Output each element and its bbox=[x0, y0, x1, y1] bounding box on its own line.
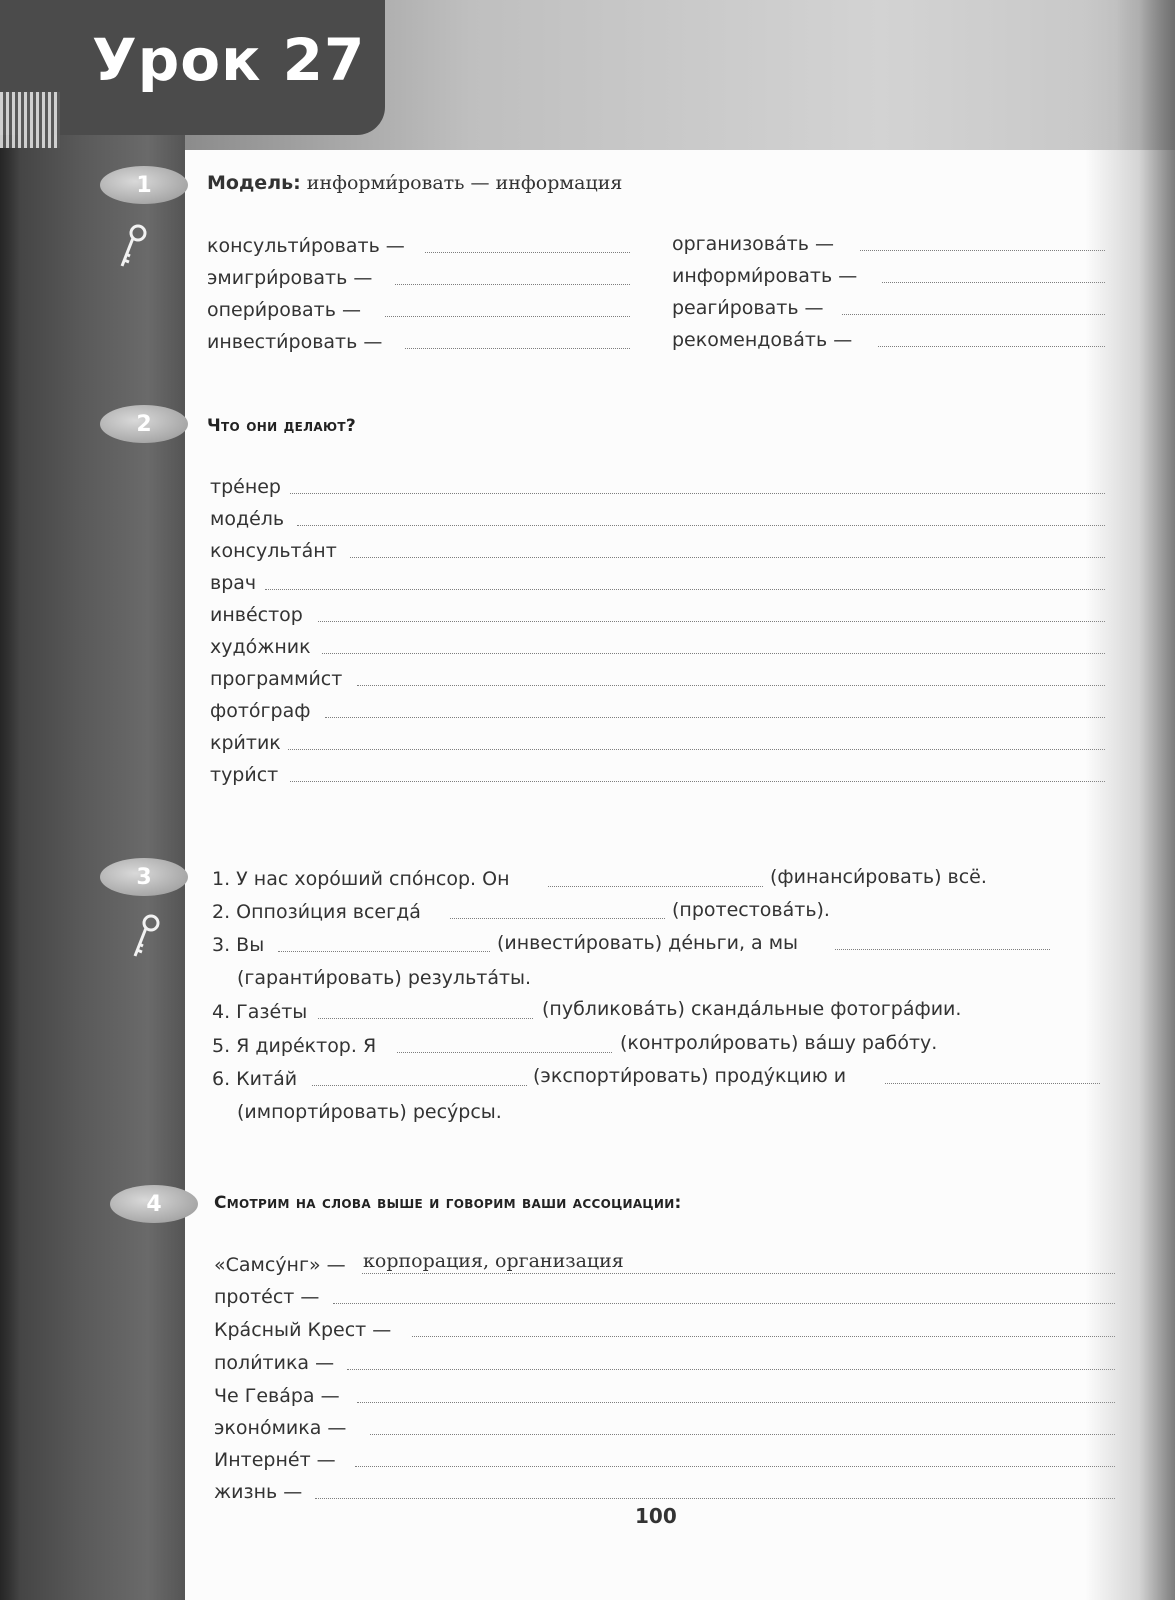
key-icon bbox=[125, 912, 165, 962]
answer-line[interactable] bbox=[385, 316, 630, 317]
ex1-left-item-1: консульти́ровать — bbox=[207, 235, 405, 257]
answer-line[interactable] bbox=[290, 493, 1105, 494]
ex1-right-item-4: рекомендова́ть — bbox=[672, 329, 853, 351]
model-label: Модель: bbox=[207, 172, 301, 194]
ex2-item-7: программи́ст bbox=[210, 668, 343, 690]
exercise-number-text: 1 bbox=[136, 172, 152, 198]
ex3-line-5-end: (контроли́ровать) ва́шу рабо́ту. bbox=[620, 1032, 938, 1054]
ex3-line-3-end: (инвести́ровать) де́ньги, а мы bbox=[497, 932, 799, 954]
ex2-item-10: тури́ст bbox=[210, 764, 279, 786]
ex3-line-3-cont: (гаранти́ровать) результа́ты. bbox=[237, 967, 532, 989]
model-text: информи́ровать — информация bbox=[306, 172, 623, 194]
ex2-item-1: тре́нер bbox=[210, 476, 281, 498]
ex3-line-4-start: 4. Газе́ты bbox=[212, 1001, 308, 1023]
ex3-line-2-start: 2. Оппози́ция всегда́ bbox=[212, 901, 421, 923]
exercise-1-model bbox=[207, 172, 622, 194]
left-margin-band bbox=[0, 0, 185, 1600]
ex3-line-5-start: 5. Я дире́ктор. Я bbox=[212, 1035, 377, 1057]
answer-line[interactable] bbox=[885, 1083, 1100, 1084]
ex3-line-3-start: 3. Вы bbox=[212, 934, 265, 956]
answer-line[interactable] bbox=[450, 918, 665, 919]
answer-line[interactable] bbox=[288, 749, 1105, 750]
ex4-item-1: проте́ст — bbox=[214, 1286, 320, 1308]
answer-line[interactable] bbox=[325, 717, 1105, 718]
answer-line[interactable] bbox=[370, 1434, 1115, 1435]
exercise-3-number bbox=[100, 858, 188, 896]
answer-line[interactable] bbox=[350, 557, 1105, 558]
answer-line[interactable] bbox=[318, 621, 1105, 622]
ex2-item-6: худо́жник bbox=[210, 636, 311, 658]
page-edge-shadow bbox=[0, 0, 20, 1600]
exercise-4-heading: Смотрим на слова выше и говорим ваши ассоциации: bbox=[214, 1193, 682, 1213]
answer-line[interactable] bbox=[322, 653, 1105, 654]
key-icon bbox=[112, 222, 152, 272]
answer-line[interactable] bbox=[357, 1402, 1115, 1403]
answer-line[interactable] bbox=[842, 314, 1105, 315]
exercise-number-text: 2 bbox=[136, 411, 152, 437]
answer-line[interactable] bbox=[265, 589, 1105, 590]
lesson-title: Урок 27 bbox=[92, 26, 366, 94]
ex3-line-4-end: (публикова́ть) сканда́льные фотогра́фии. bbox=[542, 998, 962, 1020]
answer-line[interactable] bbox=[315, 1498, 1115, 1499]
ex1-right-item-1: организова́ть — bbox=[672, 233, 834, 255]
answer-line[interactable] bbox=[395, 284, 630, 285]
answer-line[interactable] bbox=[312, 1085, 527, 1086]
answer-line[interactable] bbox=[362, 1273, 1115, 1274]
answer-line[interactable] bbox=[405, 348, 630, 349]
ex2-item-3: консульта́нт bbox=[210, 540, 337, 562]
ex2-item-5: инве́стор bbox=[210, 604, 303, 626]
ex1-right-item-2: информи́ровать — bbox=[672, 265, 858, 287]
ex4-item-2: Кра́сный Крест — bbox=[214, 1319, 392, 1341]
ex4-item-3: поли́тика — bbox=[214, 1352, 335, 1374]
answer-line[interactable] bbox=[882, 282, 1105, 283]
exercise-2-heading: Что они делают? bbox=[207, 416, 357, 436]
ex2-item-2: моде́ль bbox=[210, 508, 285, 530]
exercise-number-text: 4 bbox=[146, 1191, 162, 1217]
answer-line[interactable] bbox=[397, 1052, 612, 1053]
ex3-line-1-end: (финанси́ровать) всё. bbox=[770, 866, 987, 888]
answer-line[interactable] bbox=[297, 525, 1105, 526]
answer-line[interactable] bbox=[355, 1466, 1115, 1467]
ex1-right-item-3: реаги́ровать — bbox=[672, 297, 824, 319]
ex1-left-item-3: опери́ровать — bbox=[207, 299, 361, 321]
ex3-line-1-start: 1. У нас хоро́ший спо́нсор. Он bbox=[212, 868, 510, 890]
answer-line[interactable] bbox=[357, 685, 1105, 686]
answer-line[interactable] bbox=[333, 1303, 1115, 1304]
exercise-2-number bbox=[100, 405, 188, 443]
answer-line[interactable] bbox=[835, 949, 1050, 950]
answer-line[interactable] bbox=[347, 1369, 1115, 1370]
ex2-item-9: кри́тик bbox=[210, 732, 281, 754]
answer-line[interactable] bbox=[548, 886, 763, 887]
ex3-line-6-end: (экспорти́ровать) проду́кцию и bbox=[533, 1065, 847, 1087]
binding-marks bbox=[0, 92, 60, 148]
page-number: 100 bbox=[635, 1504, 677, 1528]
ex3-line-6-cont: (импорти́ровать) ресу́рсы. bbox=[237, 1101, 502, 1123]
ex1-left-item-4: инвести́ровать — bbox=[207, 331, 383, 353]
answer-line[interactable] bbox=[878, 346, 1105, 347]
ex4-item-4: Че Гева́ра — bbox=[214, 1385, 340, 1407]
ex1-left-item-2: эмигри́ровать — bbox=[207, 267, 373, 289]
ex2-item-8: фото́граф bbox=[210, 700, 311, 722]
ex4-item-7: жизнь — bbox=[214, 1481, 303, 1503]
answer-line[interactable] bbox=[278, 951, 490, 952]
exercise-number-text: 3 bbox=[136, 864, 152, 890]
page-gutter-shadow bbox=[1085, 0, 1175, 1600]
exercise-1-number bbox=[100, 166, 188, 204]
answer-line[interactable] bbox=[412, 1336, 1115, 1337]
answer-line[interactable] bbox=[860, 250, 1105, 251]
ex4-example-term: «Самсу́нг» — bbox=[214, 1254, 346, 1276]
ex4-example-answer: корпорация, организация bbox=[363, 1250, 624, 1272]
answer-line[interactable] bbox=[318, 1018, 533, 1019]
answer-line[interactable] bbox=[290, 781, 1105, 782]
ex3-line-6-start: 6. Кита́й bbox=[212, 1068, 298, 1090]
ex3-line-2-end: (протестова́ть). bbox=[672, 899, 830, 921]
exercise-4-number bbox=[110, 1185, 198, 1223]
answer-line[interactable] bbox=[425, 252, 630, 253]
ex4-item-5: эконо́мика — bbox=[214, 1417, 347, 1439]
ex4-item-6: Интерне́т — bbox=[214, 1449, 336, 1471]
ex2-item-4: врач bbox=[210, 572, 257, 594]
